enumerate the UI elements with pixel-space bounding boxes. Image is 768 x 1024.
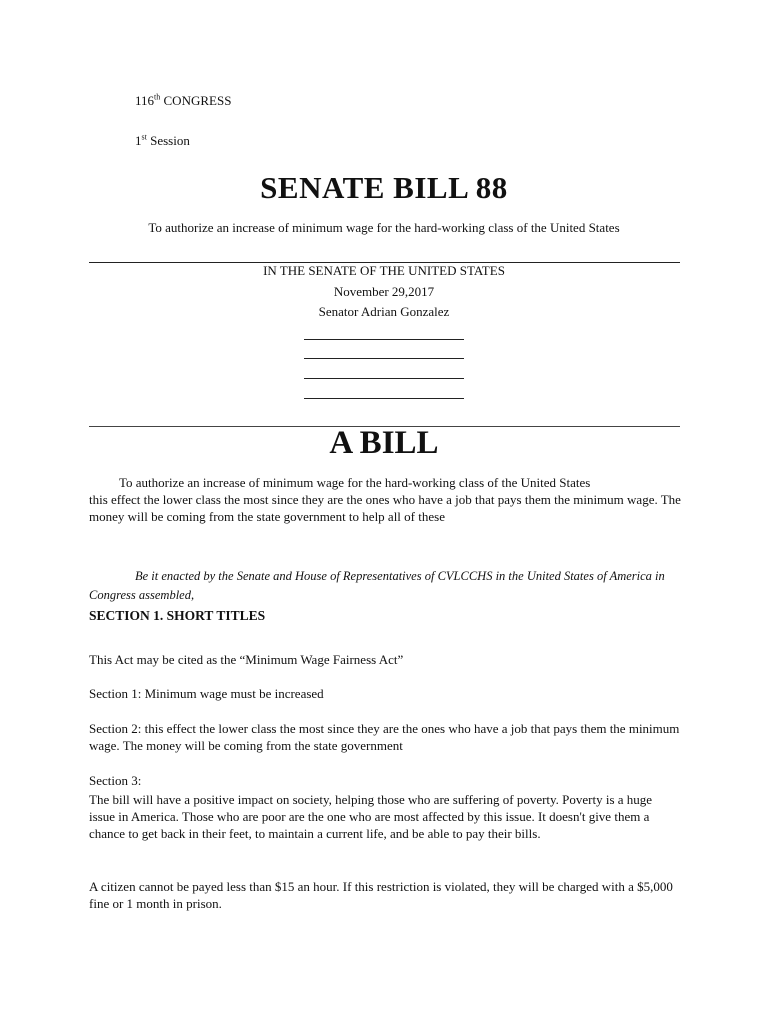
a-bill-heading: A BILL xyxy=(329,425,439,461)
session-label: 1st Session xyxy=(135,132,190,148)
senate-heading: IN THE SENATE OF THE UNITED STATES xyxy=(263,263,505,278)
bill-date: November 29,2017 xyxy=(333,284,435,299)
short-title-text: This Act may be cited as the “Minimum Wage Fairness Act” xyxy=(89,652,404,667)
senator-name: Senator Adrian Gonzalez xyxy=(318,304,450,319)
penalty-text: A citizen cannot be payed less than $15 an hour. If this restriction is violated, they will be charged with a $5,000 fine or 1 month in prison. xyxy=(89,879,673,911)
section-1-text: Section 1: Minimum wage must be increased xyxy=(89,686,324,701)
section-1-heading: SECTION 1. SHORT TITLES xyxy=(89,608,266,623)
intro-paragraph: To authorize an increase of minimum wage for the hard-working class of the United States this effect the lower class the most since they are the ones who have a job that pays them the minimum wage. The money will be coming from the state government to help all of these xyxy=(89,475,681,524)
section-3-label: Section 3: xyxy=(89,773,142,788)
section-2-text: Section 2: this effect the lower class the most since they are the ones who have a job that pays them the minimum wage. The money will be coming from the state government xyxy=(89,721,680,753)
signature-line-4 xyxy=(304,398,464,399)
bill-subtitle: To authorize an increase of minimum wage for the hard-working class of the United States xyxy=(148,220,620,235)
signature-line-3 xyxy=(304,378,464,379)
bill-title: SENATE BILL 88 xyxy=(260,170,508,205)
congress-label: 116th CONGRESS xyxy=(135,92,232,108)
signature-line-2 xyxy=(304,358,464,359)
signature-line-1 xyxy=(304,339,464,340)
enactment-clause: Be it enacted by the Senate and House of Representatives of CVLCCHS in the United States of America in Congress assembled, xyxy=(89,569,665,602)
section-3-text: The bill will have a positive impact on society, helping those who are suffering of poverty. Poverty is a huge issue in America. Those who are poor are the one who are most affected by this issue. It doesn't give them a chance to get back in their feet, to maintain a current life, and be able to pay their bills. xyxy=(89,792,653,841)
